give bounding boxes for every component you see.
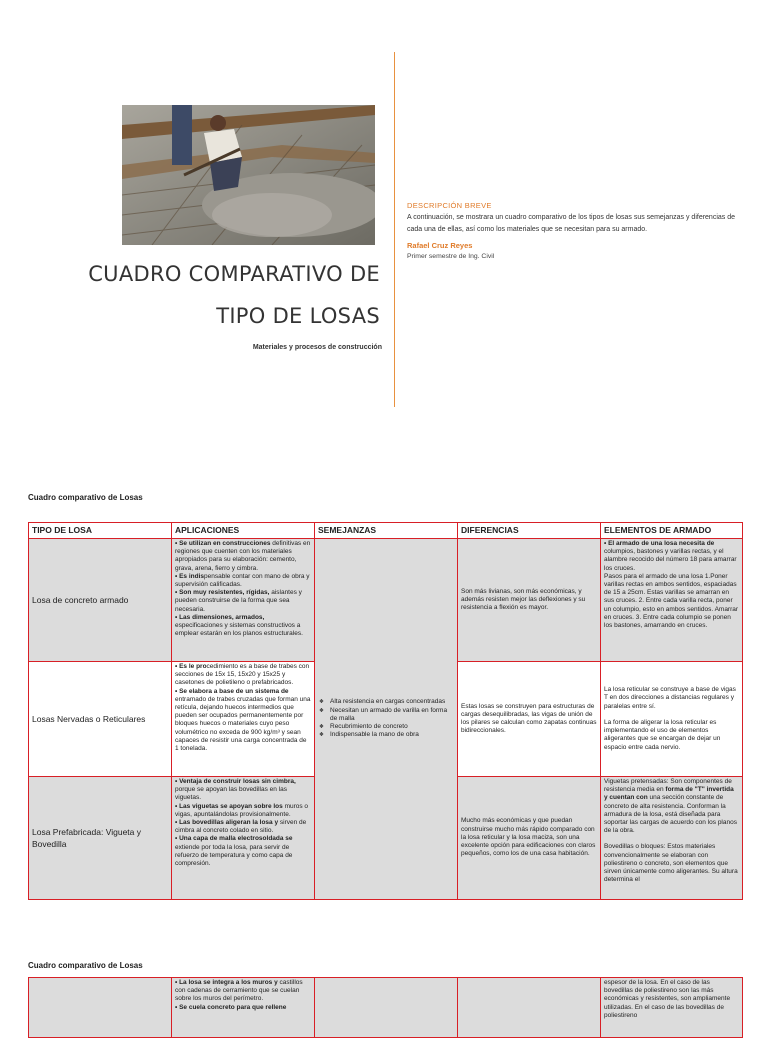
table-row — [29, 978, 743, 1038]
aplicaciones-cell — [172, 978, 315, 1038]
aplicaciones-cell — [172, 777, 315, 900]
list-item: • La losa se integra a los muros y castillos con cadenas de cerramiento que se cuelan sobre los muros del perímetro. — [175, 979, 303, 1003]
elementos-cell — [601, 777, 743, 900]
comparison-table-continued — [28, 977, 743, 1038]
list-item: Viguetas pretensadas: Son componentes de resistencia media en forma de "T" invertida y cuentan con una sección constante de concreto de alta resistencia. Conforman la armadura de la losa, está diseñada para soportar las cargas de acuerdo con los planos de la obra. — [604, 778, 737, 835]
list-item: ❖ Indispensable la mano de obra — [330, 731, 454, 739]
list-item: • Las bovedillas aligeran la losa y sirven de cimbra al concreto colado en sitio. — [175, 819, 307, 835]
list-item: • Una capa de malla electrosoldada se extiende por toda la losa, para servir de refuerzo de temperatura y como capa de compresión. — [175, 835, 293, 868]
tipo-cell: Losa de concreto armado — [29, 539, 172, 662]
list-item: ❖ Alta resistencia en cargas concentradas — [330, 698, 454, 706]
elementos-cell — [601, 539, 743, 662]
header-semejanzas: SEMEJANZAS — [315, 523, 458, 539]
cover-title-line1: CUADRO COMPARATIVO DE — [88, 262, 380, 286]
author-semester: Primer semestre de Ing. Civil — [407, 253, 495, 260]
list-item: ❖ Necesitan un armado de varilla en forma de malla — [330, 707, 454, 723]
aplicaciones-cell — [172, 662, 315, 777]
list-item: La losa reticular se construye a base de vigas T en dos direcciones a distancias regulares y paralelas entre sí. — [604, 686, 736, 710]
header-tipo: TIPO DE LOSA — [29, 523, 172, 539]
list-item: Bovedillas o bloques: Estos materiales convencionalmente se elaboran con poliestireno o concreto, son elementos que sirven únicamente como aligerantes. Su altura determina el — [604, 843, 738, 884]
description-heading: DESCRIPCIÓN BREVE — [407, 201, 492, 210]
table-row — [29, 539, 743, 662]
header-elementos: ELEMENTOS DE ARMADO — [601, 523, 743, 539]
list-item: • Se elabora a base de un sistema de entramado de trabes cruzadas que forman una retícula, dejando huecos intermedios que pueden ser ocupados permanentemente por bloques huecos o materiales cuyo peso volumétrico no exceda de 900 kg/m³ y sean capaces de resistir una carga concentrada de 1 tonelada. — [175, 687, 311, 753]
cover-divider — [394, 52, 395, 407]
list-item: • Ventaja de construir losas sin cimbra, porque se apoyan las bovedillas en las viguetas. — [175, 778, 296, 802]
aplicaciones-cell — [172, 539, 315, 662]
tipo-cell: Losa Prefabricada: Vigueta y Bovedilla — [29, 777, 172, 900]
elementos-cell: espesor de la losa. En el caso de las bovedillas de poliestireno son las más económicas y resistentes, son ampliamente utilizadas. En el caso de las bovedillas de poliestireno — [601, 978, 743, 1038]
diferencias-cell: Mucho más económicas y que puedan construirse mucho más rápido comparado con la losa reticular y la losa maciza, son una excelente opción para edificaciones con claros pequeños, como los de una casa habitación. — [458, 777, 601, 900]
list-item: • Es indispensable contar con mano de obra y supervisión calificadas. — [175, 572, 310, 589]
tipo-cell: Losas Nervadas o Reticulares — [29, 662, 172, 777]
semejanzas-cell — [315, 978, 458, 1038]
list-item: • Se cuela concreto para que rellene — [175, 1003, 287, 1011]
diferencias-cell: Estas losas se construyen para estructuras de cargas desequilibradas, las vigas de unión de los pilares se calculan como zapatas continuas bidireccionales. — [458, 662, 601, 777]
list-item: La forma de aligerar la losa reticular es implementando el uso de elementos aligerantes que se encargan de dejar un espacio entre cada nervio. — [604, 718, 721, 751]
comparison-table — [28, 522, 743, 900]
header-diferencias: DIFERENCIAS — [458, 523, 601, 539]
elementos-cell — [601, 662, 743, 777]
semejanzas-cell — [315, 539, 458, 900]
header-aplicaciones: APLICACIONES — [172, 523, 315, 539]
table2-caption: Cuadro comparativo de Losas — [28, 961, 143, 970]
cover-photo — [122, 105, 375, 245]
table-header-row — [29, 523, 743, 539]
list-item: • Son muy resistentes, rígidas, aislantes y pueden construirse de la forma que sea necesaria. — [175, 589, 302, 613]
list-item: • Se utilizan en construcciones definitivas en regiones que cuenten con los materiales apropiados para su elaboración: cemento, grava, arena, fierro y cimbra. — [175, 540, 311, 572]
table1-caption: Cuadro comparativo de Losas — [28, 493, 143, 502]
cover-subtitle: Materiales y procesos de construcción — [252, 344, 382, 351]
list-item: • Las dimensiones, armados, especificaciones y sistemas constructivos a emplear estarán en los planos estructurales. — [175, 613, 303, 638]
author-name: Rafael Cruz Reyes — [407, 241, 473, 250]
list-item: • Las viguetas se apoyan sobre los muros o vigas, apuntalándolas provisionalmente. — [175, 802, 309, 818]
tipo-cell — [29, 978, 172, 1038]
list-item: • El armado de una losa necesita de columpios, bastones y varillas rectas, y el alambre recocido del número 18 para amarrar los cruces. — [604, 540, 737, 572]
list-item: • Es le procedimiento es a base de trabes con secciones de 15x 15, 15x20 y 15x25 y casetones de polietileno o prefabricados. — [175, 663, 310, 687]
diferencias-cell — [458, 978, 601, 1038]
list-item: ❖ Recubrimiento de concreto — [330, 723, 454, 731]
construction-worker-image — [122, 105, 375, 245]
description-text: A continuación, se mostrara un cuadro comparativo de los tipos de losas sus semejanzas y diferencias de cada una de ellas, así como los materiales que se necesitan para su armado. — [407, 214, 736, 233]
diferencias-cell: Son más livianas, son más económicas, y además resisten mejor las deflexiones y su resistencia a flexión es mayor. — [458, 539, 601, 662]
cover-title-line2: TIPO DE LOSAS — [216, 304, 380, 328]
list-item: Pasos para el armado de una losa 1.Poner varillas rectas en ambos sentidos, espaciadas de 15 a 25cm. Estas varillas se amarran en sus cruces. 2. Entre cada varilla recta, poner un columpio, esto en ambos sentidos. Amarrar en cruces. 3. Entre cada columpio se ponen los bastones, amarrando en cruces. — [604, 572, 739, 630]
